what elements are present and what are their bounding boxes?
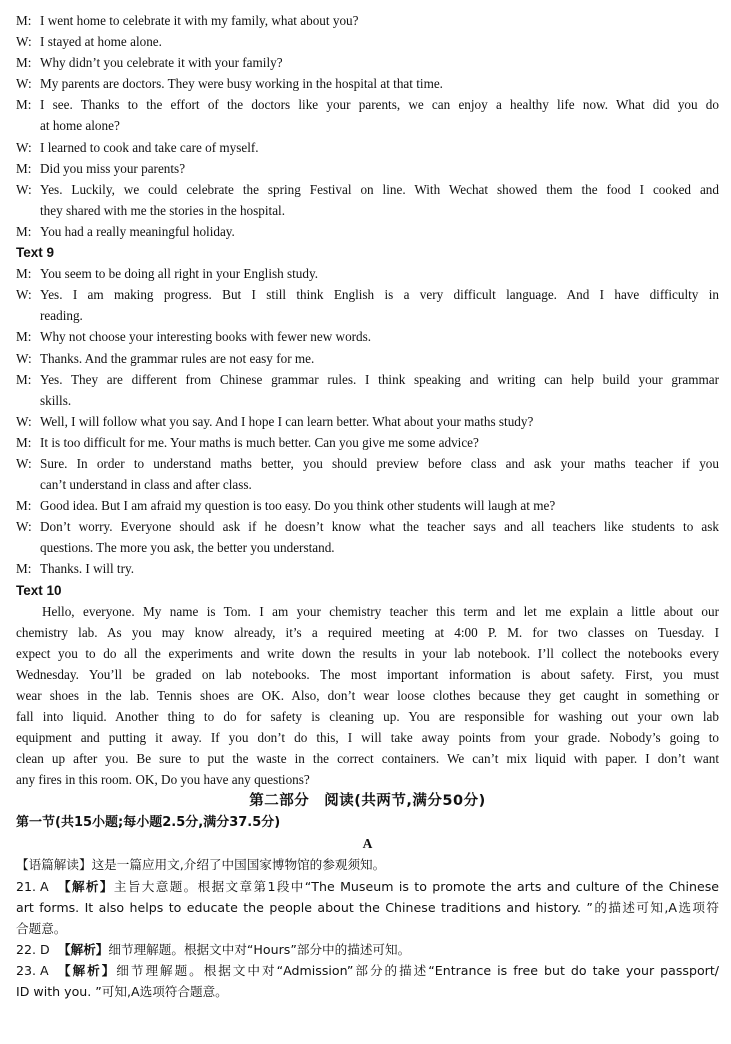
dialogue-line [16, 10, 719, 31]
dialogue-line [16, 179, 719, 200]
dialogue-text9 [16, 263, 719, 579]
utterance-continuation: skills. [40, 392, 72, 408]
dialogue-line [16, 411, 719, 432]
utterance-text: I see. Thanks to the effort of the doctors like your parents, we can enjoy a healthy life now. What did you do [40, 97, 719, 113]
speaker-label: M: [16, 13, 32, 28]
utterance-text: I stayed at home alone. [40, 34, 162, 50]
explanation-text: 细节理解题。根据文中对“Hours”部分中的描述可知。 [108, 941, 411, 957]
utterance-continuation: they shared with me the stories in the hospital. [40, 202, 286, 218]
dialogue-line [16, 348, 719, 369]
text9-heading: Text 9 [16, 245, 55, 261]
utterance-text: Yes. I am making progress. But I still think English is a very difficult language. And I have difficulty in [40, 287, 719, 303]
text10-heading: Text 10 [16, 582, 62, 598]
speaker-label: M: [16, 561, 32, 577]
passage-line: chemistry lab. As you may know already, it’s a required meeting at 4:00 P. M. for two classes on Tuesday. I [16, 624, 719, 640]
speaker-label: W: [16, 139, 32, 155]
explanation-text: 细节理解题。根据文中对“Admission”部分的描述“Entrance is free but do take your passport/ [116, 962, 719, 978]
dialogue-line [16, 284, 719, 305]
answer-item [16, 876, 719, 897]
dialogue-line [16, 495, 719, 516]
part2-title: 第二部分 阅读(共两节,满分50分) [249, 793, 486, 810]
speaker-label: M: [16, 97, 32, 113]
analysis-tag: 【解析】 [58, 941, 109, 957]
dialogue-line [16, 158, 719, 179]
answer-item [16, 960, 719, 981]
utterance-continuation: at home alone? [40, 118, 120, 134]
utterance-text: Thanks. I will try. [40, 561, 135, 577]
dialogue-line [16, 263, 719, 284]
analysis-tag: 【解析】 [58, 878, 114, 894]
dialogue-line [16, 31, 719, 52]
passage-intro: 【语篇解读】这是一篇应用文,介绍了中国国家博物馆的参观须知。 [16, 857, 386, 873]
dialogue-line [16, 558, 719, 579]
speaker-label: M: [16, 498, 32, 514]
utterance-text: Yes. Luckily, we could celebrate the spring Festival on line. With Wechat showed them the food I cooked and [40, 181, 719, 197]
passage-line: wear shoes in the lab. Tennis shoes are OK. Also, don’t wear loose clothes because they get caught in something or [16, 688, 719, 703]
dialogue-line [16, 73, 719, 94]
speaker-label: W: [16, 455, 32, 471]
analysis-tag: 【解析】 [58, 962, 117, 978]
dialogue-line [16, 326, 719, 347]
passage-line: expect you to do all the experiments and write down the results in your lab notebook. I’ll collect the notebooks every [16, 645, 719, 661]
passage-line: Wednesday. You’ll be graded on lab notebooks. The most important information is about safety. First, you must [16, 666, 719, 682]
speaker-label: M: [16, 329, 32, 345]
dialogue-line [16, 432, 719, 453]
utterance-text: You seem to be doing all right in your English study. [40, 266, 319, 282]
explanation-continuation: ID with you. ”可知,A选项符合题意。 [16, 984, 228, 1000]
answer-explanation [58, 876, 719, 897]
passage-line: Hello, everyone. My name is Tom. I am your chemistry teacher this term and let me explain a little about our [42, 603, 719, 619]
speaker-label: M: [16, 55, 32, 71]
answer-explanation [58, 960, 719, 981]
utterance-text: Sure. In order to understand maths better, you should preview before class and ask your maths teacher if you [40, 455, 719, 471]
utterance-text: I went home to celebrate it with my family, what about you? [40, 13, 359, 28]
dialogue-line [16, 453, 719, 474]
speaker-label: W: [16, 34, 32, 50]
speaker-label: M: [16, 160, 32, 176]
explanation-continuation: art forms. It also helps to educate the people about the Chinese traditions and history. ”的描述可知,A选项符 [16, 899, 719, 915]
utterance-text: Did you miss your parents? [40, 160, 186, 176]
section1-title: 第一节(共15小题;每小题2.5分,满分37.5分) [16, 815, 281, 831]
speaker-label: M: [16, 434, 32, 450]
speaker-label: W: [16, 287, 32, 303]
speaker-label: W: [16, 413, 32, 429]
text10-passage [16, 601, 719, 791]
utterance-text: Well, I will follow what you say. And I hope I can learn better. What about your maths study? [40, 413, 534, 429]
speaker-label: W: [16, 181, 32, 197]
speaker-label: M: [16, 223, 32, 239]
passage-line: any fires in this room. OK, Do you have any questions? [16, 772, 310, 788]
utterance-text: My parents are doctors. They were busy working in the hospital at that time. [40, 76, 443, 92]
passage-line: fall into liquid. Another thing to do for safety is cleaning up. You are responsible for washing out your own lab [16, 709, 719, 725]
dialogue-line [16, 52, 719, 73]
answer-list [16, 876, 719, 1003]
passage-line: clean up after you. Be sure to put the waste in the correct containers. We can’t mix liquid with paper. I don’t want [16, 751, 719, 767]
answer-number: 21. A [16, 878, 49, 894]
utterance-text: Good idea. But I am afraid my question is too easy. Do you think other students will laugh at me? [40, 498, 556, 514]
dialogue-line [16, 221, 719, 242]
dialogue-text8 [16, 10, 719, 242]
speaker-label: M: [16, 371, 32, 387]
utterance-text: You had a really meaningful holiday. [40, 223, 235, 239]
answer-item [16, 939, 719, 960]
explanation-text: 主旨大意题。根据文章第1段中“The Museum is to promote the arts and culture of the Chinese [113, 878, 719, 894]
answer-explanation [58, 939, 719, 960]
utterance-text: Don’t worry. Everyone should ask if he doesn’t know what the teacher says and all teachers like students to ask [40, 519, 719, 535]
utterance-text: Why not choose your interesting books with fewer new words. [40, 329, 372, 345]
utterance-text: Yes. They are different from Chinese grammar rules. I think speaking and writing can help build your grammar [40, 371, 719, 387]
answer-number: 22. D [16, 941, 50, 957]
speaker-label: M: [16, 266, 32, 282]
utterance-text: It is too difficult for me. Your maths is much better. Can you give me some advice? [40, 434, 479, 450]
explanation-continuation: 合题意。 [16, 920, 67, 936]
utterance-continuation: questions. The more you ask, the better you understand. [40, 540, 335, 556]
utterance-continuation: can’t understand in class and after class. [40, 477, 252, 493]
utterance-text: Thanks. And the grammar rules are not easy for me. [40, 350, 315, 366]
document-page [16, 10, 719, 1002]
utterance-continuation: reading. [40, 308, 83, 324]
dialogue-line [16, 94, 719, 115]
speaker-label: W: [16, 76, 32, 92]
answer-number: 23. A [16, 962, 49, 978]
dialogue-line [16, 369, 719, 390]
utterance-text: I learned to cook and take care of myself. [40, 139, 259, 155]
utterance-text: Why didn’t you celebrate it with your family? [40, 55, 283, 71]
speaker-label: W: [16, 519, 32, 535]
passage-letter: A [362, 836, 373, 852]
passage-line: equipment and putting it away. If you don’t do this, I will take away points from your grade. Nobody’s going to [16, 730, 719, 746]
dialogue-line [16, 516, 719, 537]
speaker-label: W: [16, 350, 32, 366]
dialogue-line [16, 137, 719, 158]
